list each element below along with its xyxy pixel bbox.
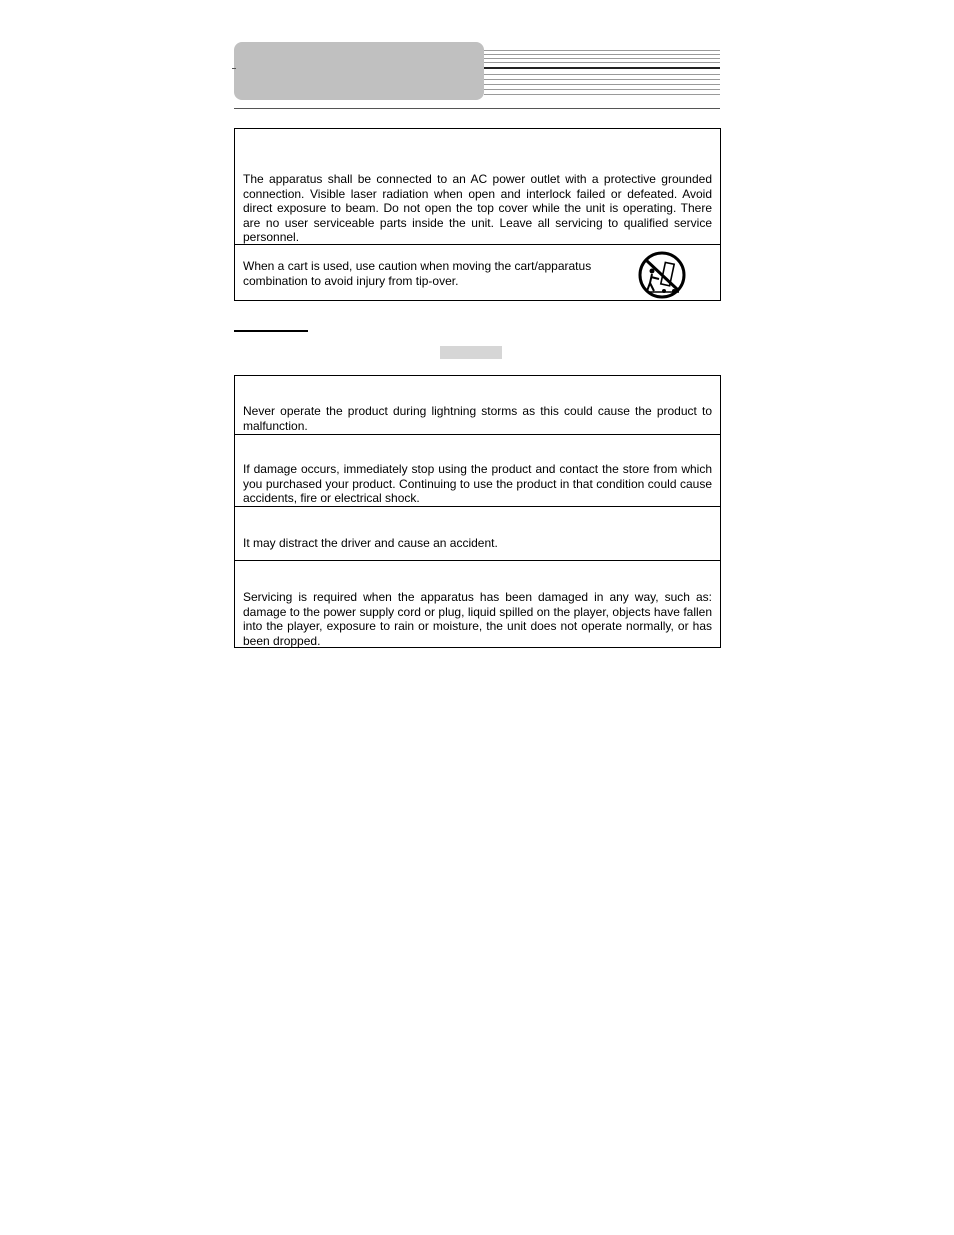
section-gray-marker [440, 346, 502, 359]
warning-text: Servicing is required when the apparatus has been damaged in any way, such as: damage to the power supply cord or plug, liquid spilled on the player, objects have fallen into the player, exposure to rain or moisture, the unit does not operate normally, or has been dropped. [243, 590, 712, 648]
cart-tip-over-warning-icon [637, 251, 687, 301]
warning-cell-driver [235, 506, 720, 560]
header-tick [232, 68, 236, 69]
warning-text: Never operate the product during lightning storms as this could cause the product to malfunction. [243, 404, 712, 433]
warning-cell-grounding [235, 129, 720, 244]
header-tab [234, 42, 484, 100]
warning-text: It may distract the driver and cause an accident. [243, 536, 498, 550]
warning-cell-damage [235, 434, 720, 506]
header-lines [484, 50, 720, 96]
warning-cell-lightning [235, 376, 720, 434]
warning-box-top [234, 128, 721, 301]
warning-text: If damage occurs, immediately stop using the product and contact the store from which you purchased your product. Continuing to use the product in that condition could cause accidents, fire or electrical shock. [243, 462, 712, 505]
header-rule [234, 108, 720, 109]
warning-text: When a cart is used, use caution when moving the cart/apparatus combination to avoid injury from tip-over. [243, 259, 592, 288]
warning-cell-cart [235, 244, 720, 300]
warning-box-bottom [234, 375, 721, 648]
warning-cell-servicing [235, 560, 720, 647]
warning-text: The apparatus shall be connected to an AC power outlet with a protective grounded connection. Visible laser radiation when open and interlock failed or defeated. Avoid direct exposure to beam. Do not open the top cover while the unit is operating. There are no user serviceable parts inside the unit. Leave all servicing to qualified service personnel. [243, 172, 712, 244]
section-underline [234, 330, 308, 332]
